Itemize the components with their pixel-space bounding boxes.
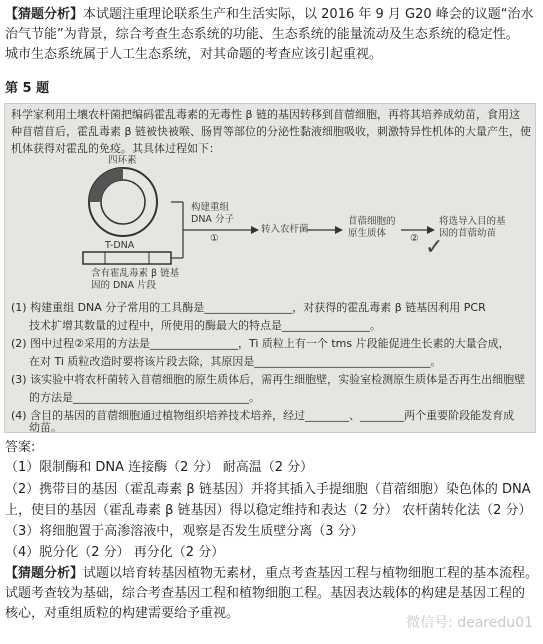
footer-line-1: 【猜题分析】试题以培育转基因植物无素材，重点考查基因工程与植物细胞工程的基本流程。 [5,566,539,581]
q1-line-b: 技术扩增其数量的过程中，所使用的酶最大的特点是________________。 [29,319,381,332]
intro-line-1: 科学家利用土壤农杆菌把编码霍乱毒素的无毒性 β 链的基因转移到苜蓿细胞，再将其培养成幼苗，食用这 [11,108,521,121]
question-photo [4,103,536,433]
dna-fragment [83,252,171,264]
footer-line-2: 试题考查较为基础，综合考查基因工程和植物细胞工程。基因表达载体的构建是基因工程的 [5,586,526,601]
answer-1: （1）限制酶和 DNA 连接酶（2 分） 耐高温（2 分） [5,460,314,475]
plasmid-segment [89,168,123,202]
protoplast-label-1: 苜蓿细胞的 [348,216,396,227]
seedling-label-2: 因的苜蓿幼苗 [439,228,497,239]
step-1-marker: ① [210,233,219,244]
answer-2-line-a: （2）携带目的基因（霍乱毒素 β 链基因）并将其插入手提细胞（苜蓿细胞）染色体的 DNA [5,482,531,497]
seedling-label-1: 将选导入目的基 [439,216,506,227]
intro-line-2: 种苜蓿苜后，霍乱毒素 β 链被快被喉、肠胃等部位的分泌性黏液细胞吸收，刺激特异性机体的大量产生，使 [11,125,532,138]
watermark: 微信号: dearedu01 [406,615,533,631]
footer-tag: 【猜题分析】 [5,566,84,581]
q4-line-b: 幼苗。 [29,421,62,433]
header-line-3: 城市生态系统属于人工生态系统，对其命题的考查应该引起重视。 [5,47,383,62]
gene-note-2: 因的 DNA 片段 [91,280,156,291]
arrowhead-regenerate [427,226,435,234]
protoplast-label-2: 原生质体 [348,228,387,239]
q2-line-a: (2) 图中过程②采用的方法是________________，Ti 质粒上有一个 tms 片段能促进生长素的大量合成， [11,337,510,350]
transfer-label: 转入农杆菌 [261,224,309,235]
question-title: 第 5 题 [5,81,50,96]
q3-line-a: (3) 该实验中将农杆菌转入苜蓿细胞的原生质体后，需再生细胞壁，实验室检测原生质体是否再生出细胞壁 [11,373,526,386]
arrowhead-transfer [335,226,343,234]
footer-line-3: 核心，对重组质粒的构建需要给予重视。 [5,606,240,621]
check-mark: ✓ [425,235,444,260]
arrowhead-construct [251,226,259,234]
header-line-1: 【猜题分析】本试题注重理论联系生产和生活实际，以 2016 年 9 月 G20 峰会的议题“治水 [5,7,534,22]
header-line-2: 治气节能”为背景，综合考查生态系统的功能、生态系统的能量流动及生态系统的稳定性。 [5,27,519,42]
answer-4: （4）脱分化（2 分） 再分化（2 分） [5,545,225,560]
answer-2-line-b: 上，使目的基因（霍乱毒素 β 链基因）得以稳定维持和表达（2 分） 农杆菌转化法（2 分） [5,503,532,518]
q1-line-a: (1) 构建重组 DNA 分子常用的工具酶是________________，对获得的霍乱毒素 β 链基因利用 PCR [11,301,486,314]
answer-3: （3）将细胞置于高渗溶液中，观察是否发生质壁分离（3 分） [5,524,364,539]
answer-label: 答案: [5,440,36,455]
plasmid-inner-ring [101,180,145,224]
step-2-marker: ② [410,233,419,244]
construct-label-2: DNA 分子 [191,214,234,225]
gene-note-1: 含有霍乱毒素 β 链基 [91,268,180,279]
header-tag: 【猜题分析】 [5,7,84,22]
tdna-label: T-DNA [105,240,135,251]
tetracycline-label: 四环素 [108,155,137,166]
q2-line-b: 在对 Ti 质粒改造时要将该片段去除，其原因是________________________________。 [29,355,442,368]
q4-line-a: (4) 含目的基因的苜蓿细胞通过植物组织培养技术培养，经过________、________两个重要阶段能发育成 [11,409,515,422]
q3-line-b: 的方法是________________________________。 [29,391,260,404]
construct-label-1: 构建重组 [191,202,230,213]
intro-line-3: 机体获得对霍乱的免疫。其具体过程如下： [11,142,220,155]
